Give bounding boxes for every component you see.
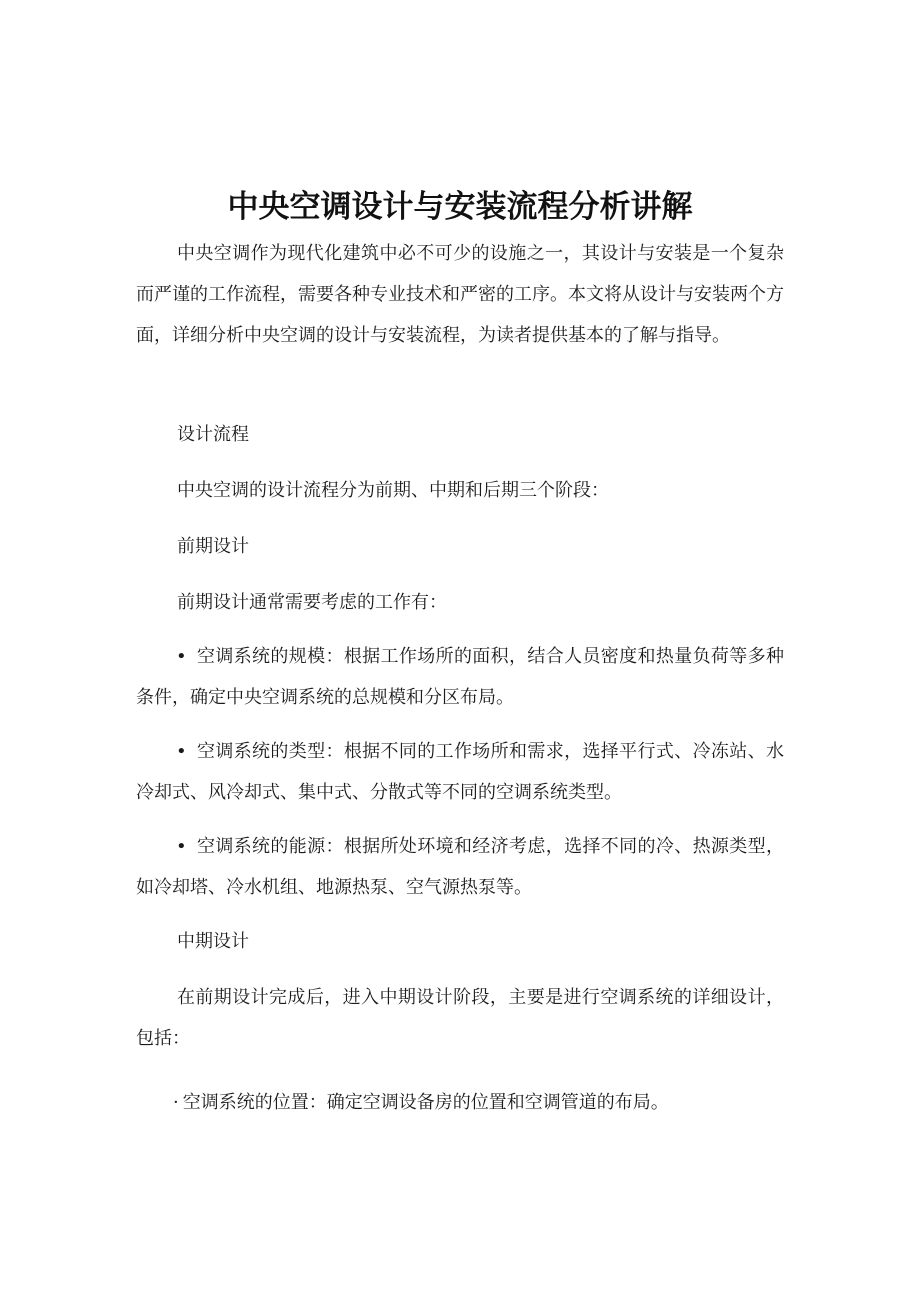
section-heading-mid-design: 中期设计 (177, 931, 249, 952)
section-heading-design-process: 设计流程 (177, 424, 249, 445)
section-heading-early-design: 前期设计 (177, 536, 249, 557)
bullet-icon: • (176, 741, 187, 762)
list-item (136, 826, 784, 908)
list-item-text: 空调系统的能源：根据所处环境和经济考虑，选择不同的冷、热源类型，如冷却塔、冷水机组、地源热泵、空气源热泵等。 (136, 836, 784, 898)
list-item-text: 空调系统的位置：确定空调设备房的位置和空调管道的布局。 (182, 1092, 669, 1113)
list-item-text: 空调系统的规模：根据工作场所的面积，结合人员密度和热量负荷等多种条件，确定中央空调系统的总规模和分区布局。 (136, 646, 784, 708)
early-design-lead: 前期设计通常需要考虑的工作有： (177, 592, 447, 613)
bullet-icon: • (176, 836, 187, 857)
design-process-summary: 中央空调的设计流程分为前期、中期和后期三个阶段： (177, 480, 609, 501)
list-item-text: 空调系统的类型：根据不同的工作场所和需求，选择平行式、冷冻站、水冷却式、风冷却式、集中式、分散式等不同的空调系统类型。 (136, 741, 784, 803)
list-item (136, 1082, 784, 1123)
document-title: 中央空调设计与安装流程分析讲解 (227, 189, 693, 225)
intro-paragraph: 中央空调作为现代化建筑中必不可少的设施之一，其设计与安装是一个复杂而严谨的工作流程，需要各种专业技术和严密的工序。本文将从设计与安装两个方面，详细分析中央空调的设计与安装流程，为读者提供基本的了解与指导。 (136, 243, 784, 346)
bullet-icon: · (173, 1092, 179, 1113)
list-item (136, 636, 784, 718)
list-item (136, 731, 784, 813)
mid-design-lead: 在前期设计完成后，进入中期设计阶段，主要是进行空调系统的详细设计，包括： (136, 987, 784, 1049)
bullet-icon: • (176, 646, 187, 667)
